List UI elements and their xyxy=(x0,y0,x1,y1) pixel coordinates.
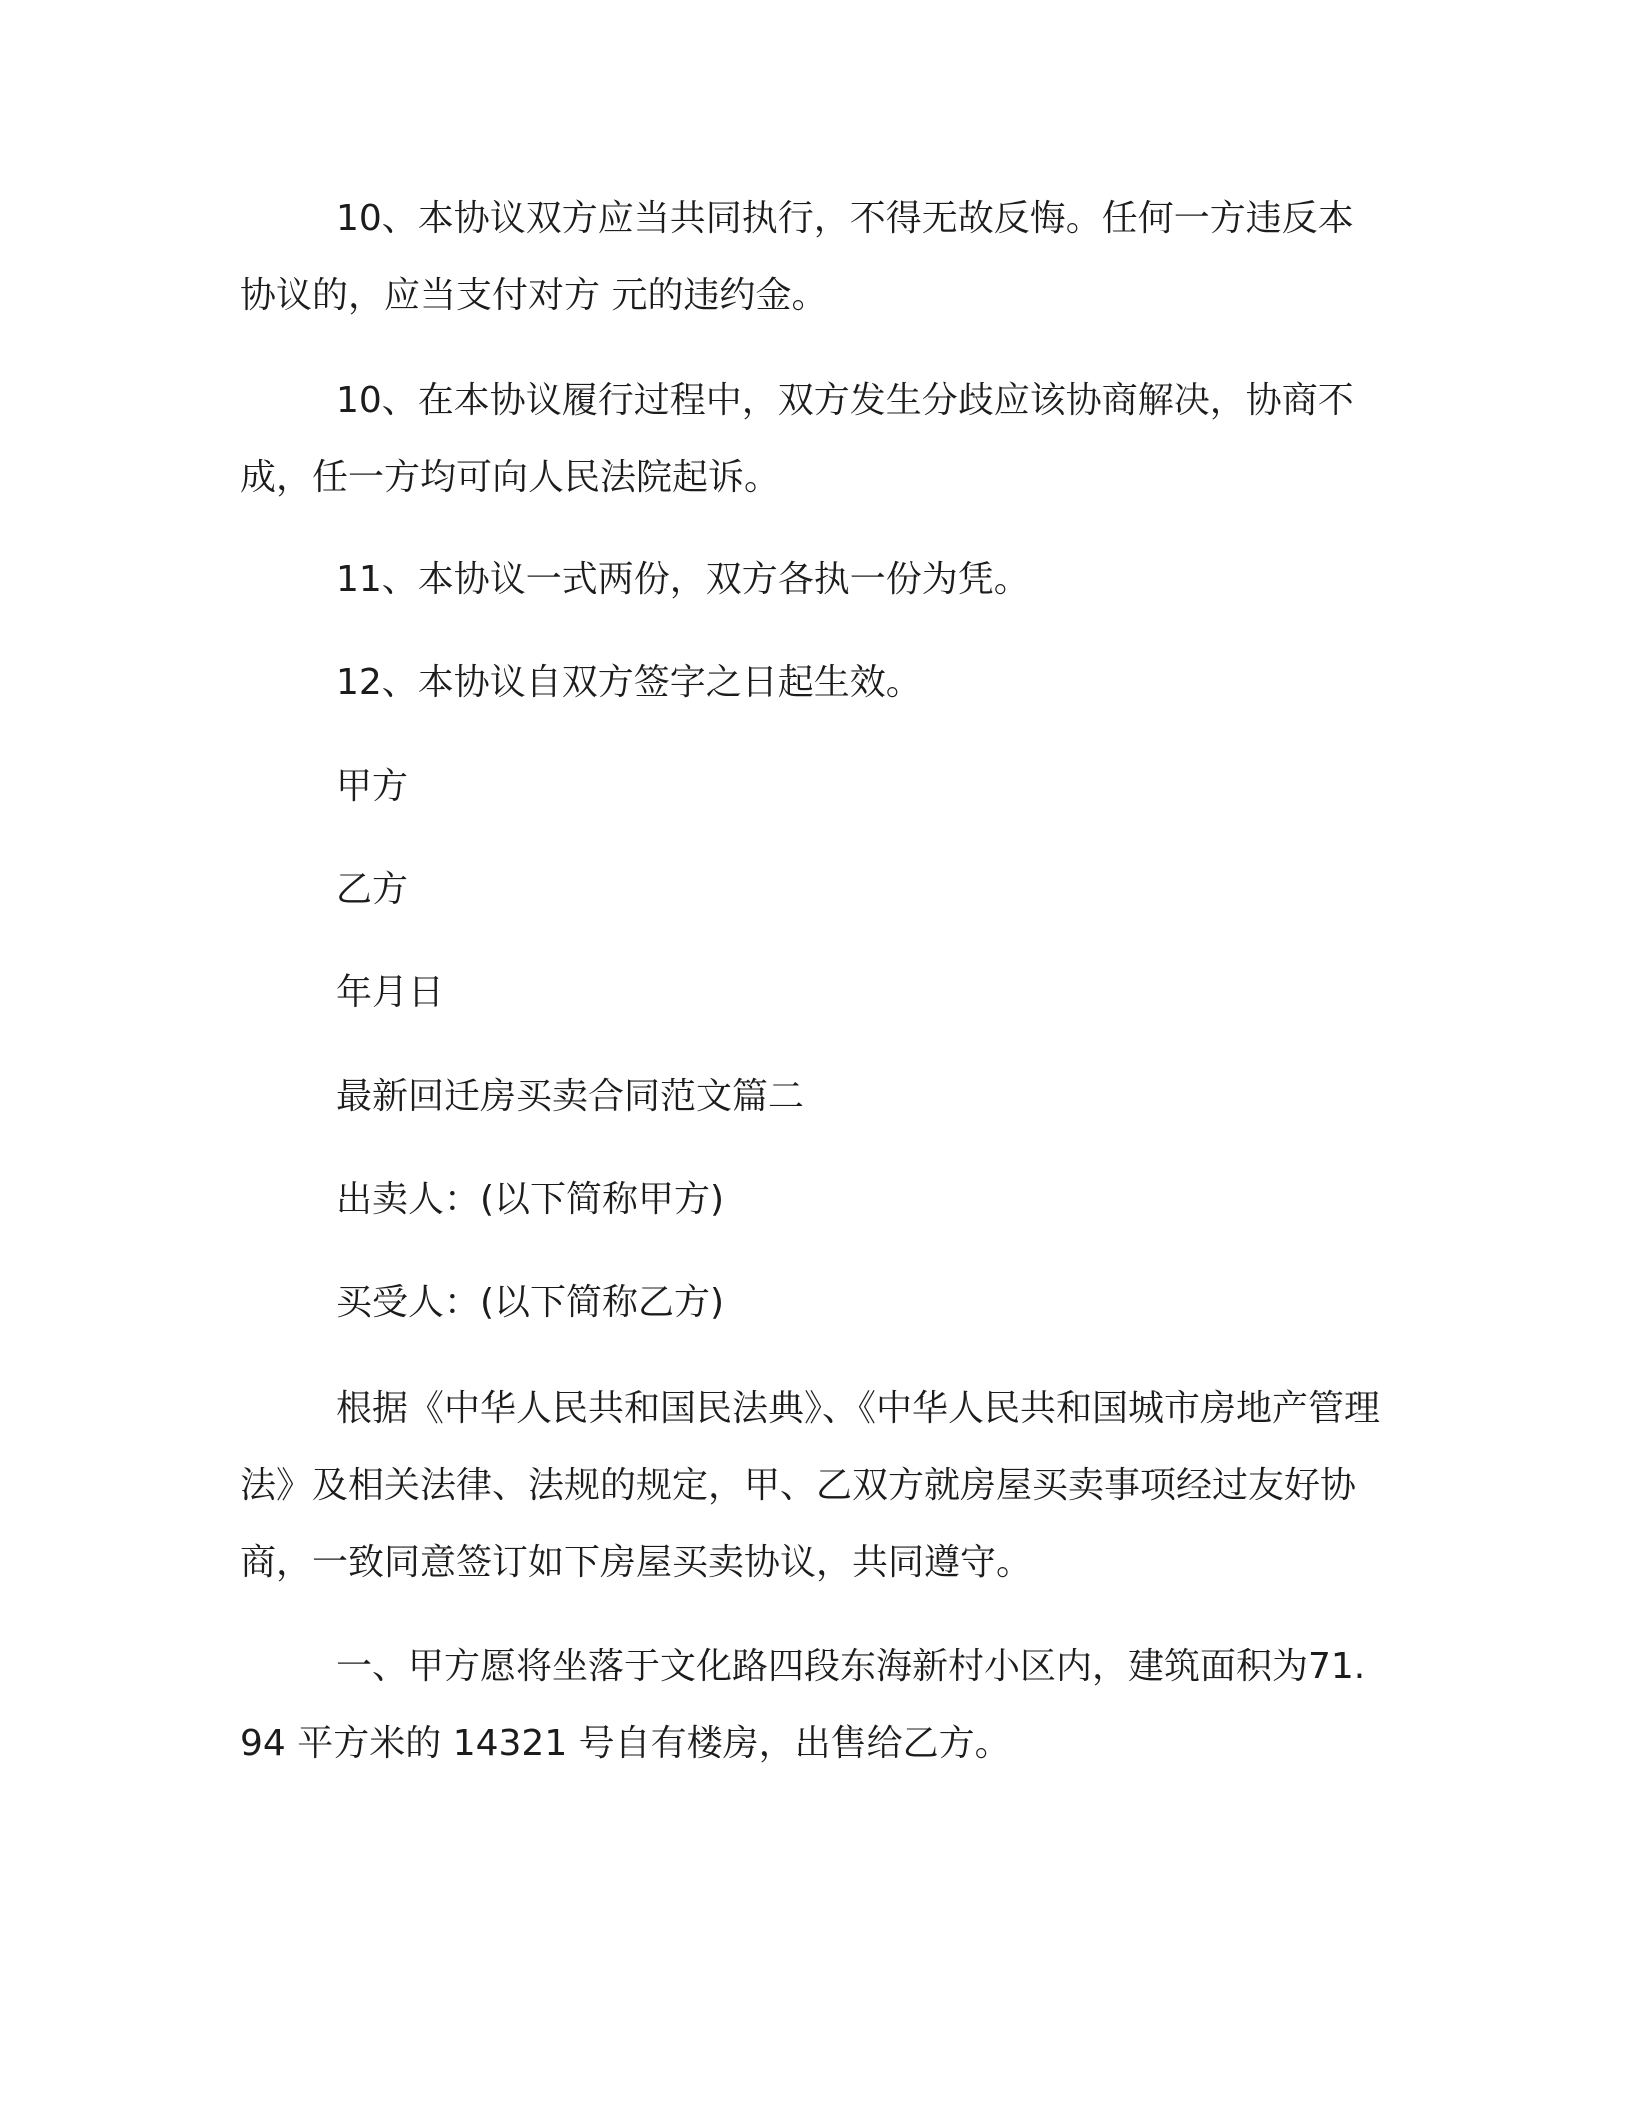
paragraph-text: 10、本协议双方应当共同执行，不得无故反悔。任何一方违反本协议的，应当支付对方 元的违约金。 xyxy=(240,198,1354,316)
party-b-label: 乙方 xyxy=(336,869,409,910)
preamble-paragraph xyxy=(240,1370,1380,1601)
date-label: 年月日 xyxy=(336,972,445,1013)
clause-10-dispute xyxy=(240,362,1380,516)
article-one xyxy=(240,1628,1380,1782)
party-a-label: 甲方 xyxy=(336,766,409,807)
paragraph-text: 根据《中华人民共和国民法典》、《中华人民共和国城市房地产管理法》及相关法律、法规的规定，甲、乙双方就房屋买卖事项经过友好协商，一致同意签订如下房屋买卖协议，共同遵守。 xyxy=(240,1388,1381,1583)
clause-11: 11、本协议一式两份，双方各执一份为凭。 xyxy=(336,559,1030,600)
paragraph-text: 10、在本协议履行过程中，双方发生分歧应该协商解决，协商不成，任一方均可向人民法院起诉。 xyxy=(240,380,1354,498)
clause-10-breach xyxy=(240,180,1380,334)
buyer-label: 买受人：(以下简称乙方) xyxy=(336,1282,725,1323)
section-heading: 最新回迁房买卖合同范文篇二 xyxy=(336,1076,805,1117)
paragraph-text: 一、甲方愿将坐落于文化路四段东海新村小区内，建筑面积为71.94 平方米的 14321 号自有楼房，出售给乙方。 xyxy=(240,1646,1366,1764)
clause-12: 12、本协议自双方签字之日起生效。 xyxy=(336,662,922,703)
seller-label: 出卖人：(以下简称甲方) xyxy=(336,1179,725,1220)
